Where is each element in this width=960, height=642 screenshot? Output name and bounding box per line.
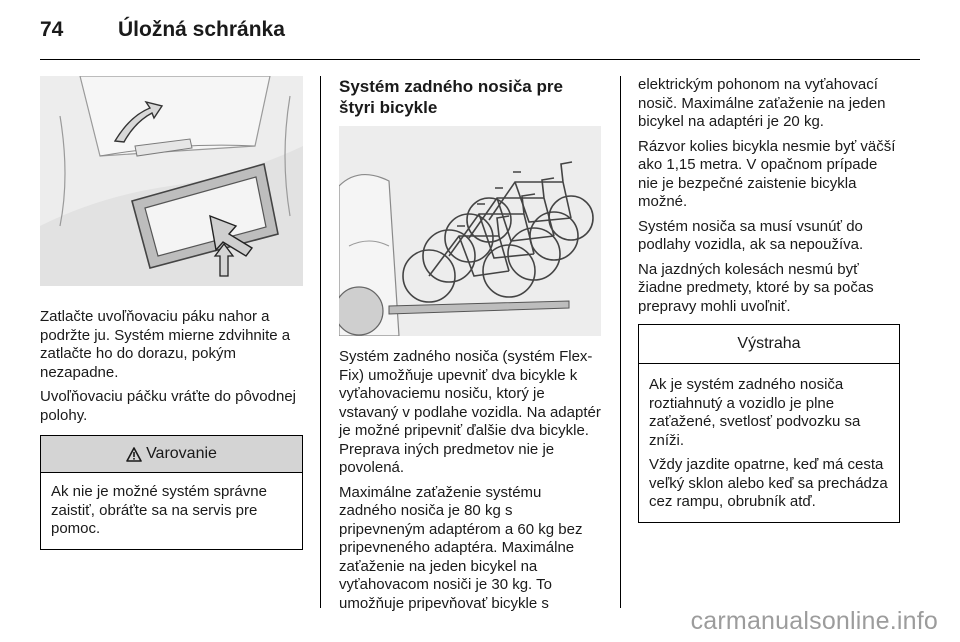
- rear-bicycle-carrier-illustration: [339, 126, 601, 336]
- caution-text: Vždy jazdite opatrne, keď má cesta veľký sklon alebo keď sa prechádza cez rampu, obrubník atď.: [649, 456, 888, 510]
- caution-title: Výstraha: [737, 335, 801, 352]
- license-plate-bracket-release-illustration: [40, 76, 303, 286]
- paragraph: Rázvor kolies bicykla nesmie byť väčší ako 1,15 metra. V opačnom prípade nie je bezpečné zaistenie bicykla možné.: [638, 137, 896, 210]
- paragraph: elektrickým pohonom na vyťahovací nosič. Maximálne zaťaženie na jeden bicykel na adaptéri je 20 kg.: [638, 76, 886, 130]
- warning-triangle-icon: [126, 447, 142, 462]
- caution-box: [638, 324, 900, 523]
- warning-box: [40, 435, 303, 550]
- column-divider: [620, 76, 621, 608]
- caution-header: [639, 325, 899, 364]
- paragraph: Maximálne zaťaženie systému zadného nosiča je 80 kg s pripevneným adaptérom a 60 kg bez pripevneného adaptéra. Maximálne zaťaženie na jeden bicykel na vyťahovacom nosiči je 30 kg. To umožňuje pripevňovať bicykle s: [339, 483, 583, 612]
- caution-text: Ak je systém zadného nosiča roztiahnutý a vozidlo je plne zaťažené, svetlosť podvozku sa zníži.: [649, 376, 861, 449]
- paragraph: Systém zadného nosiča (systém Flex-Fix) umožňuje upevniť dva bicykle k vyťahovaciemu nosiču, ktorý je vstavaný v podlahe vozidla. Na adaptér je možné pripevniť ďalšie dva bicykle. Preprava iných predmetov nie je povolená.: [339, 348, 601, 476]
- page-number: 74: [40, 18, 64, 41]
- column-3: [638, 76, 900, 523]
- warning-text: Ak nie je možné systém správne zaistiť, obráťte sa na servis pre pomoc.: [51, 483, 267, 537]
- header-rule: [40, 59, 920, 60]
- paragraph: Systém nosiča sa musí vsunúť do podlahy vozidla, ak sa nepoužíva.: [638, 217, 864, 253]
- warning-header: [41, 436, 302, 473]
- column-divider: [320, 76, 321, 608]
- column-2: [339, 76, 601, 619]
- watermark: carmanualsonline.info: [690, 607, 938, 635]
- paragraph: Uvoľňovaciu páčku vráťte do pôvodnej polohy.: [40, 388, 296, 424]
- paragraph: Na jazdných kolesách nesmú byť žiadne predmety, ktoré by sa počas prepravy mohli uvoľniť.: [638, 260, 874, 315]
- page-title: Úložná schránka: [118, 18, 285, 41]
- page-header: [40, 10, 285, 50]
- column-1: [40, 76, 303, 550]
- paragraph: Zatlačte uvoľňovaciu páku nahor a podržte ju. Systém mierne zdvihnite a zatlačte ho do dorazu, pokým nezapadne.: [40, 308, 291, 381]
- section-heading: Systém zadného nosiča pre štyri bicykle: [339, 77, 563, 117]
- warning-title: Varovanie: [146, 445, 217, 462]
